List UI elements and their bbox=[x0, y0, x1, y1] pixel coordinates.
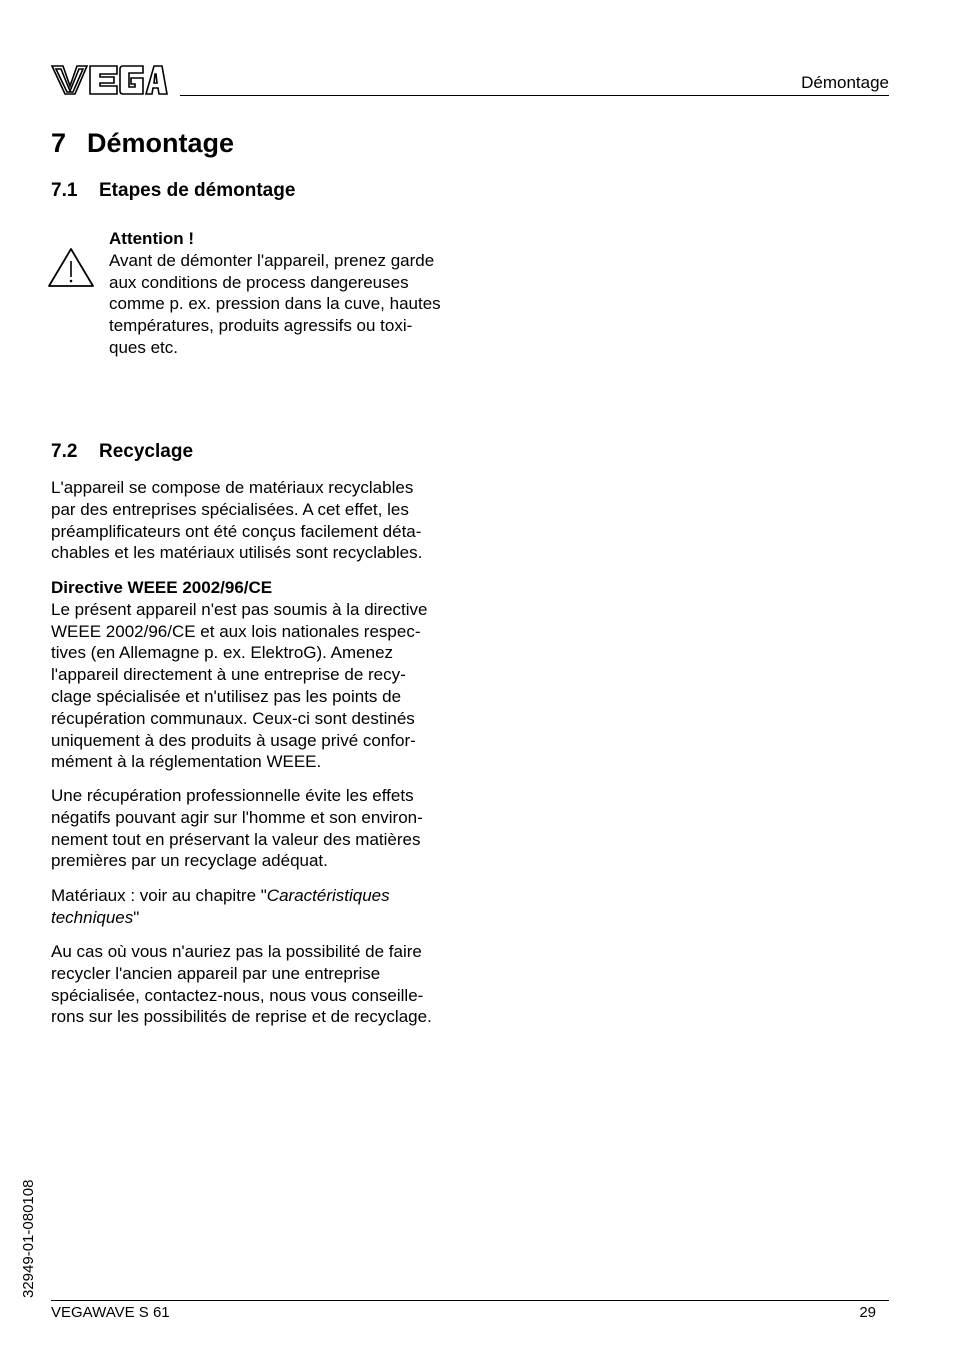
text-line: premières par un recyclage adéquat. bbox=[51, 851, 328, 871]
text-line: tives (en Allemagne p. ex. ElektroG). Amenez bbox=[51, 643, 394, 663]
text-line: L'appareil se compose de matériaux recyclables bbox=[51, 478, 414, 497]
document-id: 32949-01-080108 bbox=[20, 1179, 37, 1298]
section-heading-7-2 bbox=[51, 441, 193, 463]
vega-logo bbox=[50, 62, 168, 98]
attention-block bbox=[109, 228, 469, 359]
materials-prefix: Matériaux : voir au chapitre " bbox=[51, 886, 267, 905]
chapter-number: 7 bbox=[51, 128, 67, 158]
header-rule bbox=[180, 95, 889, 96]
paragraph-recyclable bbox=[51, 477, 461, 564]
text-line: uniquement à des produits à usage privé confor- bbox=[51, 730, 416, 750]
text-line: Une récupération professionnelle évite les effets bbox=[51, 786, 414, 805]
chapter-title-text: Démontage bbox=[87, 128, 235, 158]
logo-text: VEGA bbox=[50, 62, 53, 63]
footer-product: VEGAWAVE S 61 bbox=[51, 1304, 170, 1321]
page-number: 29 bbox=[859, 1304, 876, 1321]
text-line: mément à la réglementation WEEE. bbox=[51, 752, 322, 772]
materials-suffix: " bbox=[133, 907, 140, 927]
materials-chapter-ref: Caractéristiques bbox=[266, 886, 390, 905]
text-line: clage spécialisée et n'utilisez pas les points de bbox=[51, 686, 402, 706]
text-line: Le présent appareil n'est pas soumis à la directive bbox=[51, 599, 428, 619]
attention-line: températures, produits agressifs ou toxi- bbox=[109, 316, 413, 336]
text-line: l'appareil directement à une entreprise de recy- bbox=[51, 665, 406, 685]
footer-rule bbox=[51, 1300, 889, 1301]
section-heading-7-1 bbox=[51, 180, 295, 202]
text-line: nement tout en préservant la valeur des matières bbox=[51, 829, 421, 849]
attention-line: aux conditions de process dangereuses bbox=[109, 272, 409, 292]
attention-line: comme p. ex. pression dans la cuve, hautes bbox=[109, 294, 441, 314]
attention-line: Avant de démonter l'appareil, prenez garde bbox=[109, 250, 435, 270]
text-line: chables et les matériaux utilisés sont recyclables. bbox=[51, 543, 423, 563]
paragraph-professional-recovery bbox=[51, 785, 461, 872]
chapter-title bbox=[51, 128, 234, 159]
section-number: 7.1 bbox=[51, 180, 78, 201]
text-line: rons sur les possibilités de reprise et de recyclage. bbox=[51, 1007, 432, 1027]
running-header: Démontage bbox=[801, 73, 889, 92]
text-line: par des entreprises spécialisées. A cet effet, les bbox=[51, 499, 409, 519]
warning-triangle-icon bbox=[47, 246, 95, 288]
text-line: Au cas où vous n'auriez pas la possibilité de faire bbox=[51, 942, 422, 961]
section-title: Recyclage bbox=[99, 441, 194, 462]
paragraph-contact bbox=[51, 941, 461, 1028]
text-line: WEEE 2002/96/CE et aux lois nationales respec- bbox=[51, 621, 421, 641]
directive-title: Directive WEEE 2002/96/CE bbox=[51, 578, 273, 597]
text-line: récupération communaux. Ceux-ci sont destinés bbox=[51, 708, 415, 728]
text-line: recycler l'ancien appareil par une entreprise bbox=[51, 963, 381, 983]
section-number: 7.2 bbox=[51, 441, 78, 462]
text-line: spécialisée, contactez-nous, nous vous conseille- bbox=[51, 985, 424, 1005]
attention-label: Attention ! bbox=[109, 229, 194, 248]
text-line: négatifs pouvant agir sur l'homme et son environ- bbox=[51, 807, 423, 827]
materials-chapter-ref: techniques bbox=[51, 907, 134, 927]
attention-line: ques etc. bbox=[109, 337, 178, 357]
text-line: préamplificateurs ont été conçus facilement déta- bbox=[51, 521, 422, 541]
paragraph-directive bbox=[51, 577, 461, 773]
section-title: Etapes de démontage bbox=[99, 180, 296, 201]
paragraph-materials bbox=[51, 885, 461, 929]
